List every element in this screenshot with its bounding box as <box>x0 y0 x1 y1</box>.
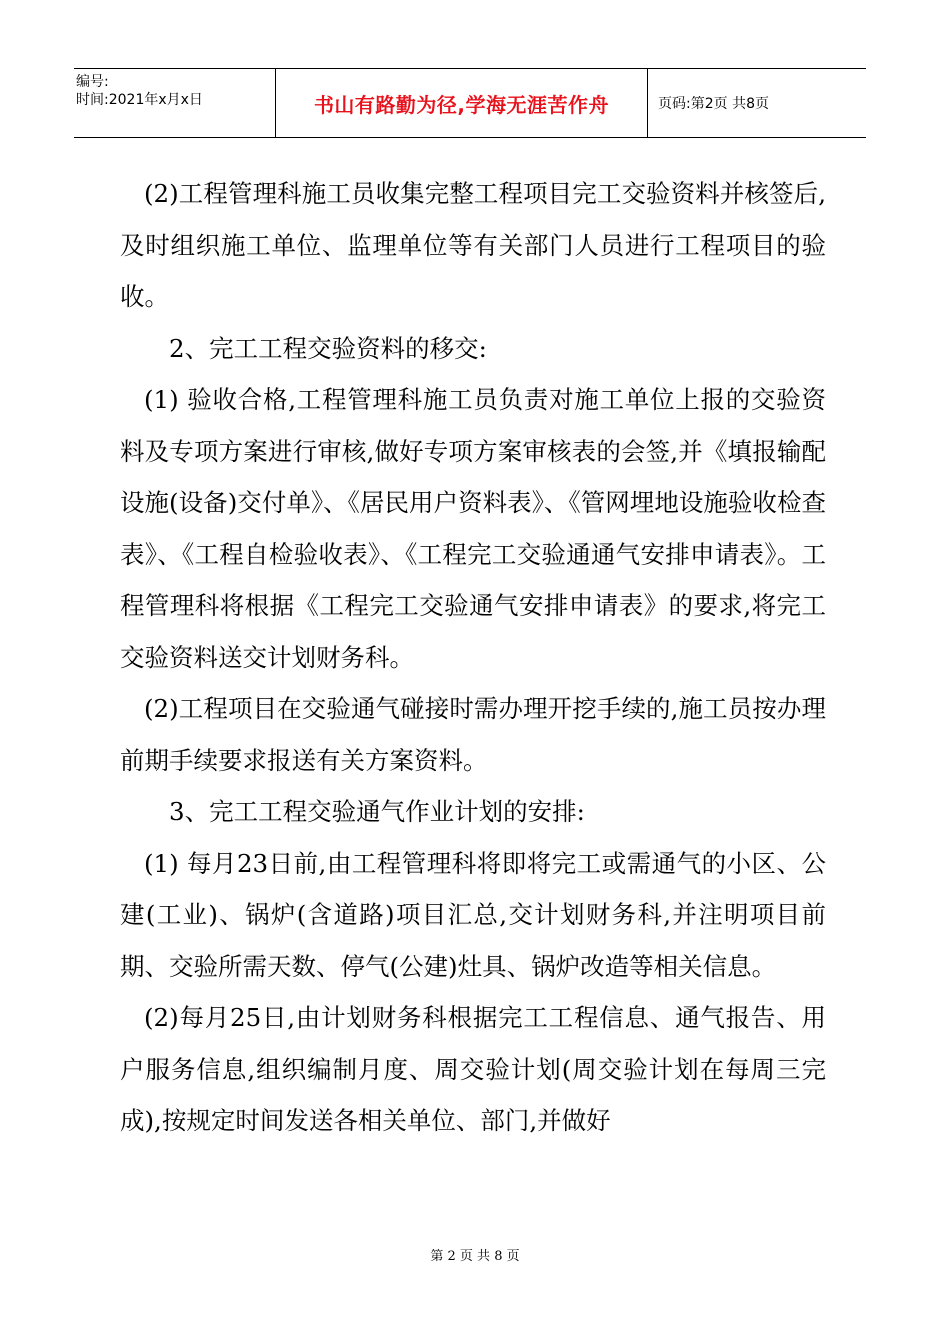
paragraph: (1) 每月23日前,由工程管理科将即将完工或需通气的小区、公建(工业)、锅炉(含道路)项目汇总,交计划财务科,并注明项目前期、交验所需天数、停气(公建)灶具、锅炉改造等相关信息。 <box>120 848 826 981</box>
paragraph: (2)工程项目在交验通气碰接时需办理开挖手续的,施工员按办理前期手续要求报送有关方案资料。 <box>120 694 826 775</box>
header-motto: 书山有路勤为径,学海无涯苦作舟 <box>276 69 648 137</box>
page-footer: 第 2 页 共 8 页 <box>430 1249 520 1264</box>
header-page-info: 页码:第2页 共8页 <box>658 96 769 112</box>
paragraph: (1) 验收合格,工程管理科施工员负责对施工单位上报的交验资料及专项方案进行审核,做好专项方案审核表的会签,并《填报输配设施(设备)交付单》、《居民用户资料表》、《管网埋地设施验收检查表》、《工程自检验收表》、《工程完工交验通通气安排申请表》。工程管理科将根据《工程完工交验通气安排申请表》的要求,将完工交验资料送交计划财务科。 <box>120 385 826 672</box>
document-date: 时间:2021年x月x日 <box>76 92 203 108</box>
header-meta <box>74 69 276 137</box>
document-header <box>74 68 866 138</box>
section-heading: 2、完工工程交验资料的移交: <box>169 333 487 363</box>
document-number: 编号: <box>76 74 109 90</box>
document-body <box>120 168 826 1147</box>
section-heading: 3、完工工程交验通气作业计划的安排: <box>169 797 585 826</box>
paragraph: (2)每月25日,由计划财务科根据完工工程信息、通气报告、用户服务信息,组织编制月度、周交验计划(周交验计划在每周三完成),按规定时间发送各相关单位、部门,并做好 <box>120 1003 826 1135</box>
paragraph: (2)工程管理科施工员收集完整工程项目完工交验资料并核签后,及时组织施工单位、监理单位等有关部门人员进行工程项目的验收。 <box>120 179 826 311</box>
